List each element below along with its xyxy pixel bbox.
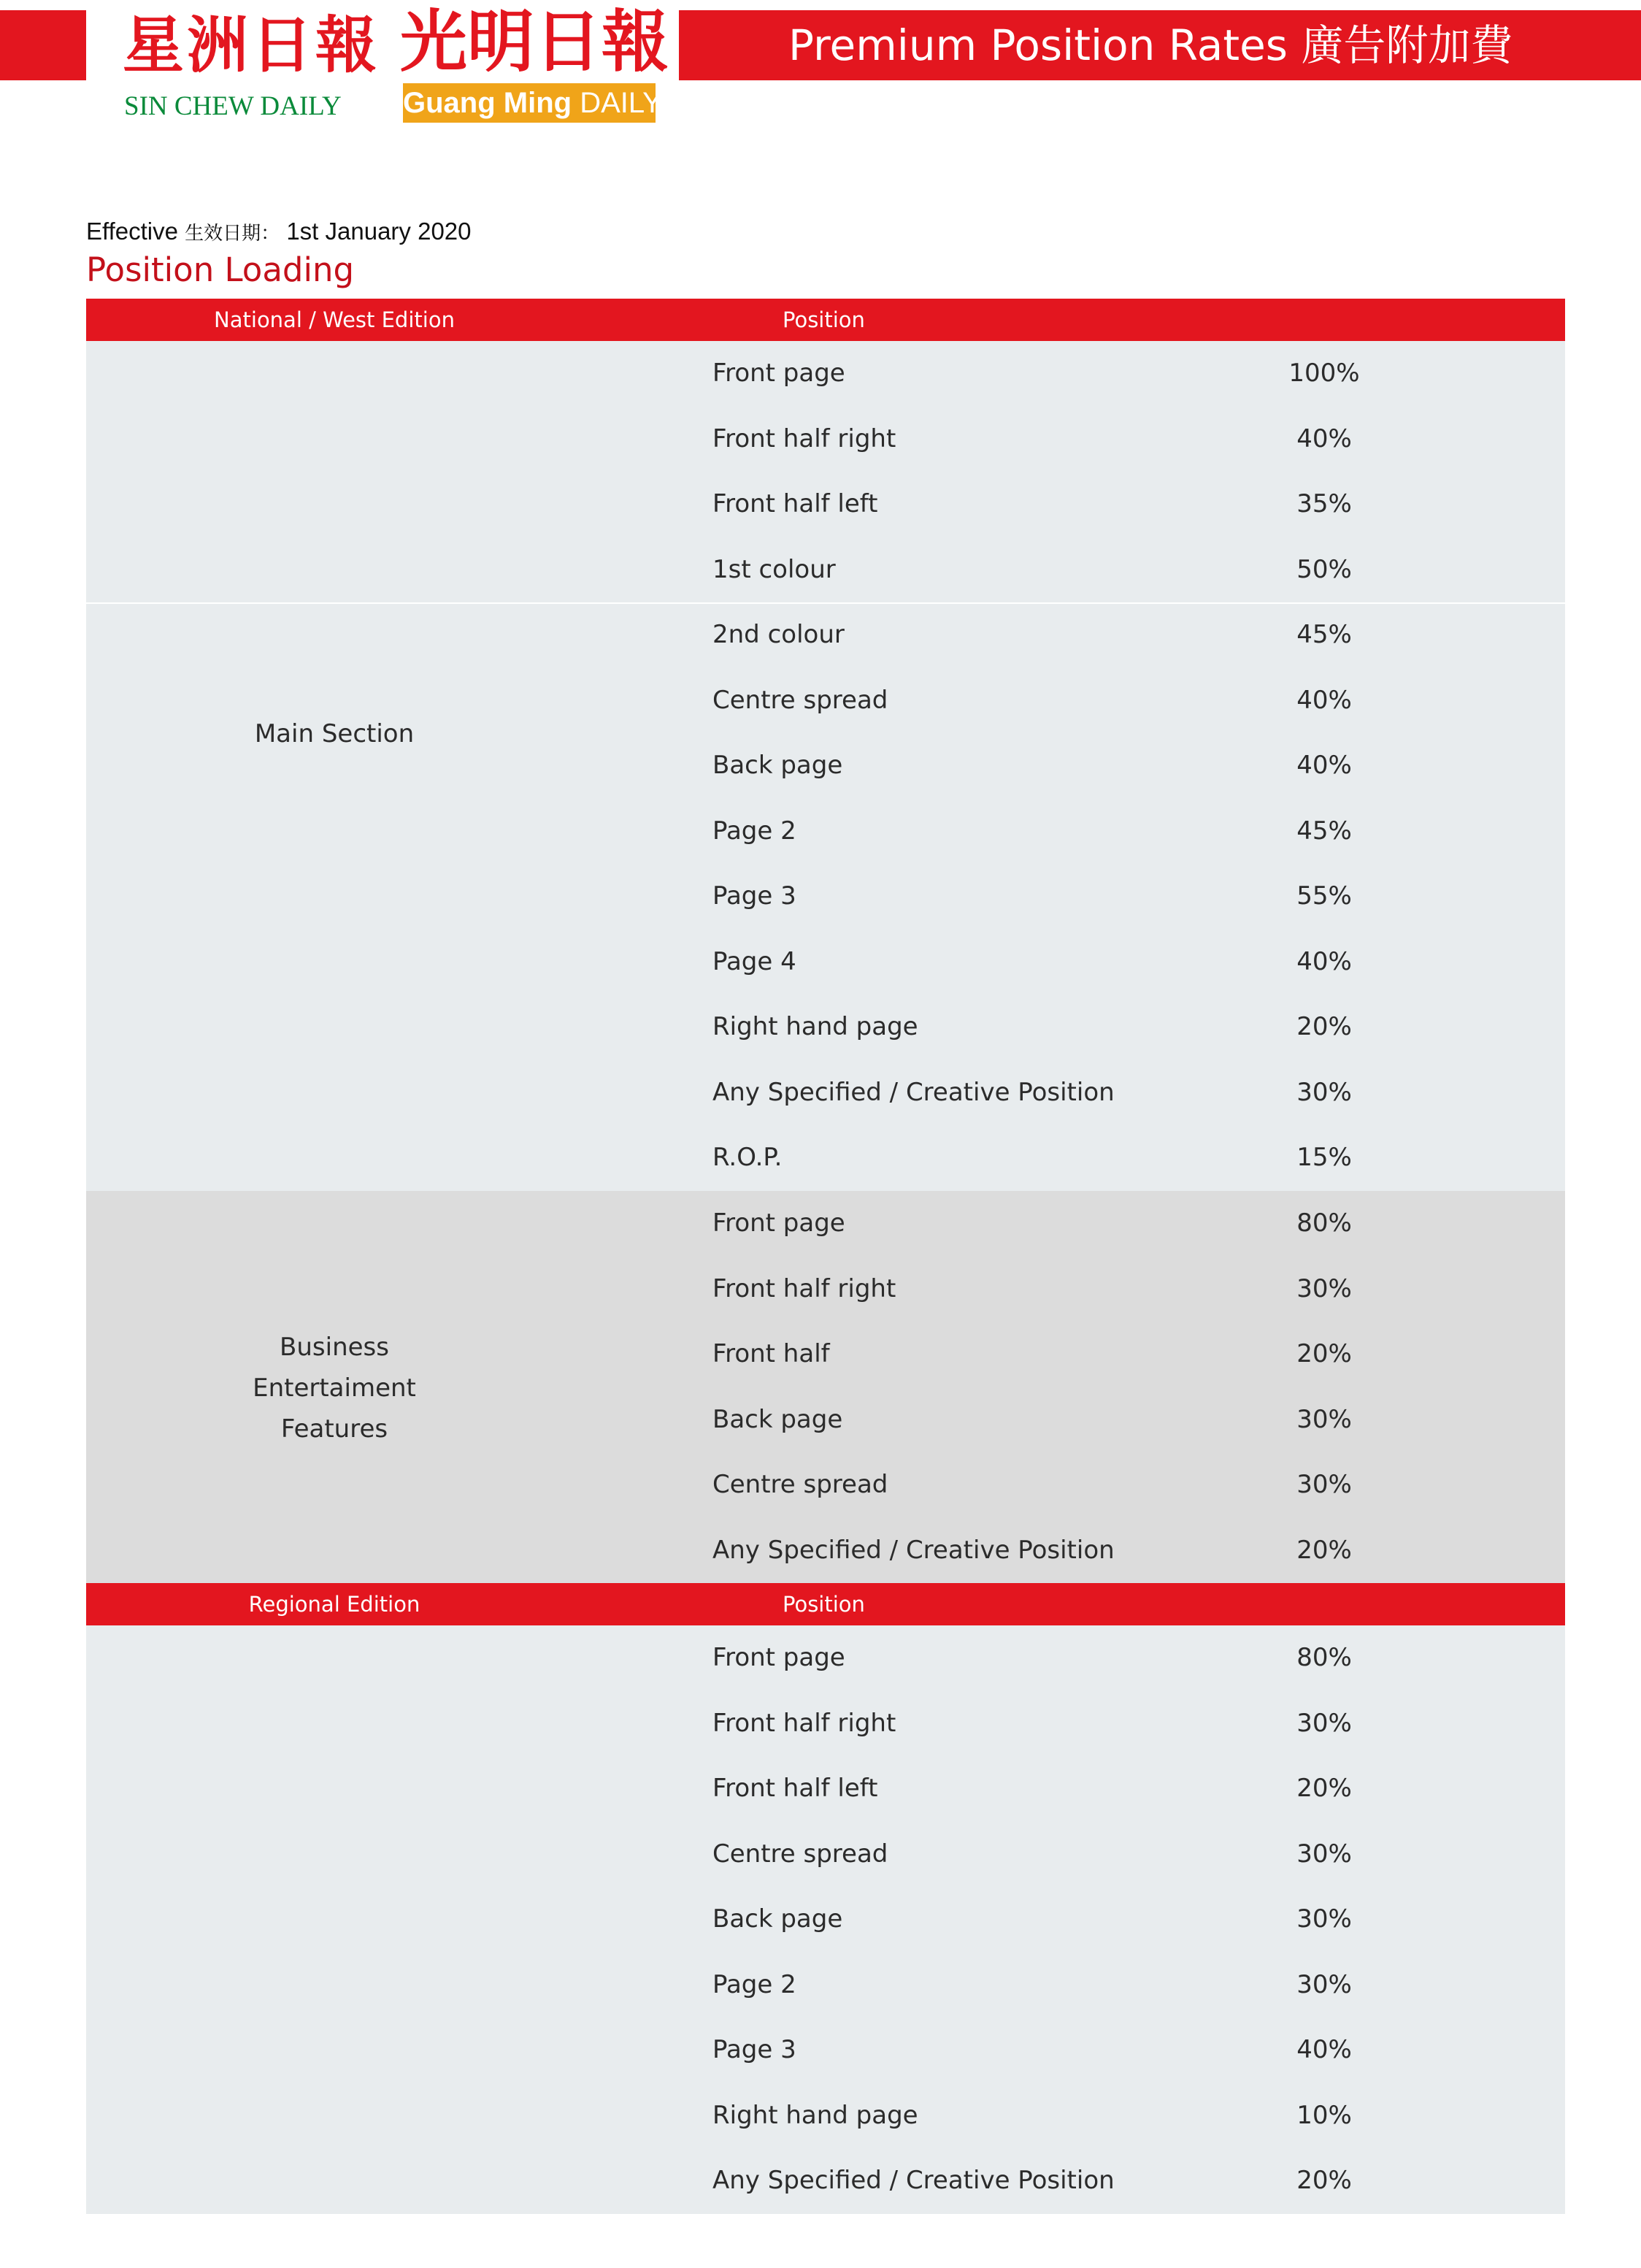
position-rate: 40%: [1296, 2035, 1352, 2064]
guang-ming-logo-chinese: 光明日報: [400, 3, 669, 81]
position-name: Front half left: [712, 489, 878, 518]
position-name: Back page: [712, 1904, 843, 1934]
effective-label-zh: 生效日期：: [185, 222, 280, 244]
position-name: Page 4: [712, 946, 796, 976]
table-row: [86, 2083, 1565, 2149]
position-rate: 80%: [1296, 1643, 1352, 1672]
position-name: Front half right: [712, 424, 896, 453]
position-name: Page 2: [712, 816, 796, 846]
position-name: Centre spread: [712, 685, 888, 715]
position-name: Front half right: [712, 1708, 896, 1738]
guang-ming-logo-english: [403, 83, 662, 123]
table-row: [86, 1756, 1565, 1822]
position-rate: 10%: [1296, 2100, 1352, 2130]
national-supplements-group: [86, 1191, 1565, 1583]
effective-label: Effective: [86, 218, 178, 245]
table-row: [86, 930, 1565, 995]
position-name: Right hand page: [712, 1012, 918, 1041]
position-name: Centre spread: [712, 1839, 888, 1869]
position-rate: 30%: [1296, 1708, 1352, 1738]
position-rate: 30%: [1296, 1273, 1352, 1303]
position-name: Back page: [712, 1404, 843, 1434]
position-name: Front half: [712, 1339, 830, 1368]
table-row: [86, 1387, 1565, 1453]
table-row: [86, 1452, 1565, 1518]
regional-position-header: Position: [783, 1592, 865, 1617]
position-name: 1st colour: [712, 554, 836, 584]
table-row: [86, 1887, 1565, 1953]
table-row: [86, 1953, 1565, 2018]
table-row: [86, 602, 1565, 668]
position-name: Page 2: [712, 1969, 796, 1999]
table-row: [86, 1518, 1565, 1584]
table-row: [86, 341, 1565, 407]
position-name: Front page: [712, 1208, 845, 1238]
section-title: Position Loading: [86, 250, 355, 289]
table-row: [86, 864, 1565, 930]
position-rate: 20%: [1296, 2166, 1352, 2195]
main-section-label: Main Section: [254, 719, 415, 748]
position-rate: 30%: [1296, 1969, 1352, 1999]
table-row: [86, 1322, 1565, 1387]
position-name: Front half right: [712, 1273, 896, 1303]
position-rate: 55%: [1296, 881, 1352, 911]
table-row: [86, 1060, 1565, 1126]
regional-edition-header: Regional Edition: [248, 1592, 420, 1617]
position-rate: 80%: [1296, 1208, 1352, 1238]
position-rate: 30%: [1296, 1077, 1352, 1107]
national-main-section-group: [86, 602, 1565, 1191]
supplements-label-line: Entertaiment: [253, 1374, 416, 1403]
supplements-label-line: Features: [280, 1414, 388, 1444]
position-name: Back page: [712, 751, 843, 780]
table-row: [86, 1257, 1565, 1322]
position-name: Any Specified / Creative Position: [712, 1077, 1115, 1107]
table-row: [86, 2018, 1565, 2083]
regional-group: [86, 1625, 1565, 2214]
table-row: [86, 1191, 1565, 1257]
position-rate: 20%: [1296, 1774, 1352, 1803]
position-name: R.O.P.: [712, 1143, 783, 1172]
position-name: Centre spread: [712, 1470, 888, 1499]
position-rate: 20%: [1296, 1535, 1352, 1565]
position-name: Page 3: [712, 2035, 796, 2064]
position-rate: 40%: [1296, 946, 1352, 976]
position-rate: 30%: [1296, 1839, 1352, 1869]
national-edition-header: National / West Edition: [214, 307, 455, 332]
position-name: Front half left: [712, 1774, 878, 1803]
position-rate: 100%: [1288, 359, 1360, 388]
page-title: Premium Position Rates 廣告附加費: [788, 20, 1513, 70]
sin-chew-logo-chinese: 星洲日報: [123, 9, 380, 81]
position-rate: 30%: [1296, 1904, 1352, 1934]
table-row: [86, 407, 1565, 472]
table-row: [86, 472, 1565, 537]
guang-ming-logo-english-bold: Guang Ming: [403, 87, 572, 119]
table-row: [86, 2148, 1565, 2214]
position-name: Right hand page: [712, 2100, 918, 2130]
sin-chew-logo-english: SIN CHEW DAILY: [124, 91, 342, 121]
position-name: Any Specified / Creative Position: [712, 1535, 1115, 1565]
position-rate: 40%: [1296, 424, 1352, 453]
position-name: Front page: [712, 1643, 845, 1672]
position-rate: 15%: [1296, 1143, 1352, 1172]
position-rate: 40%: [1296, 751, 1352, 780]
effective-date: 1st January 2020: [286, 218, 472, 245]
position-name: Any Specified / Creative Position: [712, 2166, 1115, 2195]
supplements-label-line: Business: [280, 1333, 389, 1362]
position-name: Front page: [712, 359, 845, 388]
effective-date-line: [86, 213, 472, 250]
position-name: Page 3: [712, 881, 796, 911]
guang-ming-logo-english-light: DAILY: [580, 87, 662, 119]
table-row: [86, 1125, 1565, 1191]
position-rate: 30%: [1296, 1404, 1352, 1434]
table-row: [86, 799, 1565, 865]
table-row: [86, 995, 1565, 1060]
position-rate: 45%: [1296, 816, 1352, 846]
table-row: [86, 537, 1565, 603]
table-row: [86, 1625, 1565, 1691]
position-rate: 35%: [1296, 489, 1352, 518]
position-rate: 45%: [1296, 620, 1352, 649]
position-rate: 20%: [1296, 1339, 1352, 1368]
table-row: [86, 1691, 1565, 1757]
position-rate: 20%: [1296, 1012, 1352, 1041]
position-rate: 50%: [1296, 554, 1352, 584]
table-row: [86, 733, 1565, 799]
position-rate: 40%: [1296, 685, 1352, 715]
national-position-header: Position: [783, 307, 865, 332]
table-row: [86, 1822, 1565, 1888]
national-front-group: [86, 341, 1565, 602]
table-row: [86, 668, 1565, 734]
header-accent-bar-left: [0, 10, 86, 80]
position-name: 2nd colour: [712, 620, 845, 649]
position-rate: 30%: [1296, 1470, 1352, 1499]
